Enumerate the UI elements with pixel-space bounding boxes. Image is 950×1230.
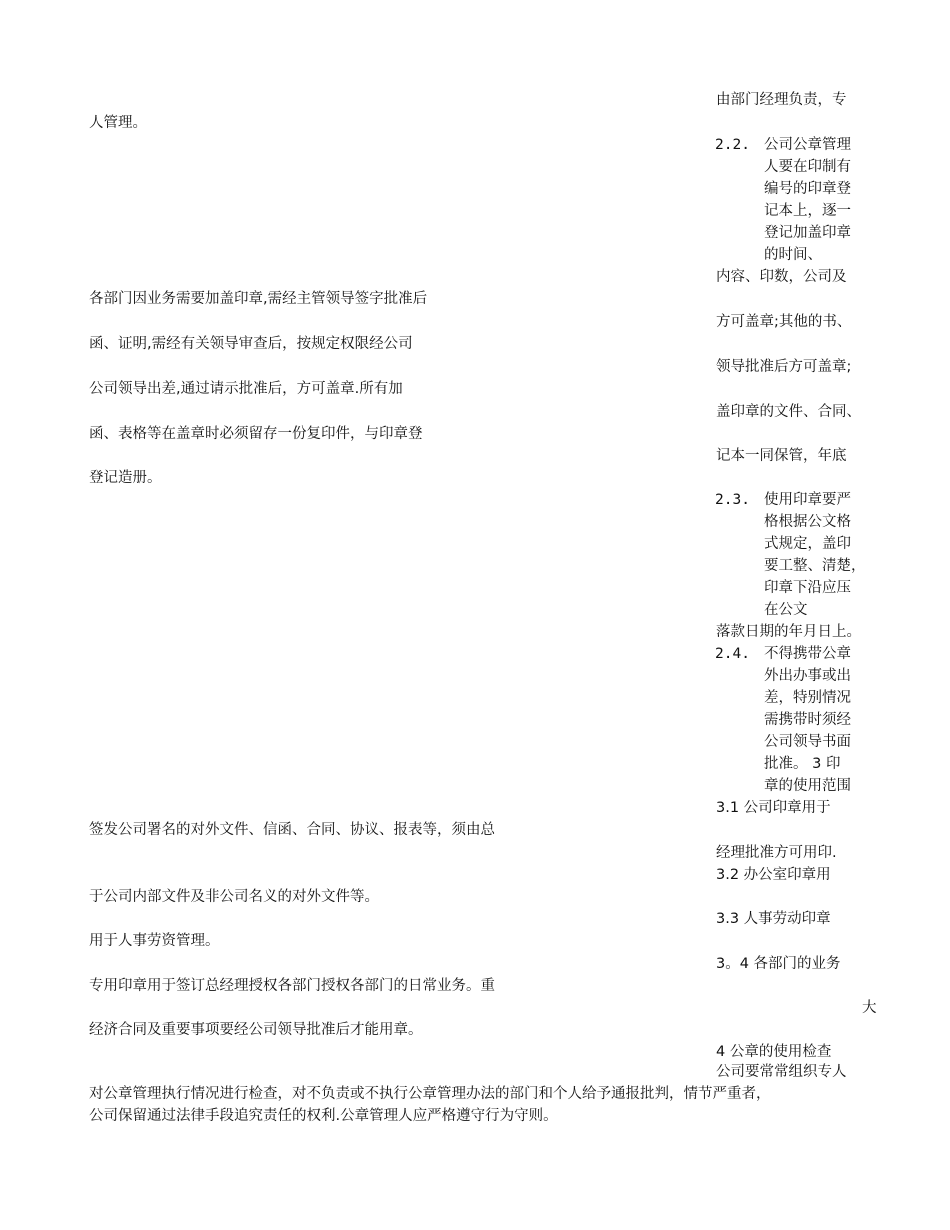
left-text-line: 公司领导出差,通过请示批准后，方可盖章.所有加 [89, 381, 403, 397]
section-number: 2.4. [715, 646, 750, 662]
right-text-line: 式规定，盖印 [764, 536, 851, 552]
left-text-line: 函、证明,需经有关领导审查后，按规定权限经公司 [89, 336, 413, 352]
right-text-line: 格根据公文格 [764, 514, 851, 530]
right-text-line: 由部门经理负责，专 [716, 92, 847, 108]
right-text-line: 方可盖章;其他的书、 [716, 314, 852, 330]
left-text-line: 经济合同及重要事项要经公司领导批准后才能用章。 [89, 1022, 423, 1038]
right-text-line: 章的使用范围 [764, 778, 851, 794]
right-text-line: 记本一同保管，年底 [716, 448, 847, 464]
right-text-line: 人要在印制有 [764, 159, 851, 175]
right-text-line: 领导批准后方可盖章; [716, 359, 852, 375]
right-text-line: 3。4 各部门的业务 [716, 956, 841, 972]
right-text-line: 落款日期的年月日上。 [716, 624, 861, 640]
right-text-line: 外出办事或出 [764, 668, 851, 684]
left-text-line: 登记造册。 [89, 470, 162, 486]
right-text-line: 经理批准方可用印. [716, 845, 837, 861]
right-text-line: 不得携带公章 [764, 646, 851, 662]
right-text-line: 内容、印数，公司及 [716, 269, 847, 285]
right-text-line: 印章下沿应压 [764, 580, 851, 596]
right-text-line: 盖印章的文件、合同、 [716, 404, 861, 420]
section-number: 2.2. [715, 137, 750, 153]
left-text-line: 签发公司署名的对外文件、信函、合同、协议、报表等，须由总 [89, 822, 495, 838]
right-text-line: 的时间、 [764, 247, 822, 263]
right-text-line: 要工整、清楚， [764, 558, 866, 574]
right-text-line: 大 [862, 1000, 877, 1016]
right-text-line: 3.2 办公室印章用 [716, 867, 831, 883]
right-text-line: 3.3 人事劳动印章 [716, 911, 831, 927]
right-text-line: 公司公章管理 [764, 137, 851, 153]
left-text-line: 于公司内部文件及非公司名义的对外文件等。 [89, 889, 379, 905]
left-text-line: 用于人事劳资管理。 [89, 933, 220, 949]
right-text-line: 公司领导书面 [764, 734, 851, 750]
right-text-line: 4 公章的使用检查 [716, 1044, 832, 1060]
right-text-line: 公司要常常组织专人 [716, 1064, 847, 1080]
right-text-line: 记本上，逐一 [764, 203, 851, 219]
right-text-line: 批准。 3 印 [764, 756, 841, 772]
footer-text-line: 对公章管理执行情况进行检查，对不负责或不执行公章管理办法的部门和个人给予通报批判，情节严重者， [89, 1086, 771, 1102]
right-text-line: 使用印章要严 [764, 492, 851, 508]
left-text-line: 人管理。 [89, 115, 147, 131]
right-text-line: 3.1 公司印章用于 [716, 800, 831, 816]
left-text-line: 专用印章用于签订总经理授权各部门授权各部门的日常业务。重 [89, 978, 495, 994]
right-text-line: 差，特别情况 [764, 690, 851, 706]
left-text-line: 各部门因业务需要加盖印章,需经主管领导签字批准后 [89, 291, 428, 307]
right-text-line: 需携带时须经 [764, 712, 851, 728]
right-text-line: 登记加盖印章 [764, 225, 851, 241]
footer-text-line: 公司保留通过法律手段追究责任的权利.公章管理人应严格遵守行为守则。 [89, 1108, 558, 1124]
right-text-line: 编号的印章登 [764, 181, 851, 197]
section-number: 2.3. [715, 492, 750, 508]
right-text-line: 在公文 [764, 602, 808, 618]
left-text-line: 函、表格等在盖章时必须留存一份复印件，与印章登 [89, 426, 423, 442]
